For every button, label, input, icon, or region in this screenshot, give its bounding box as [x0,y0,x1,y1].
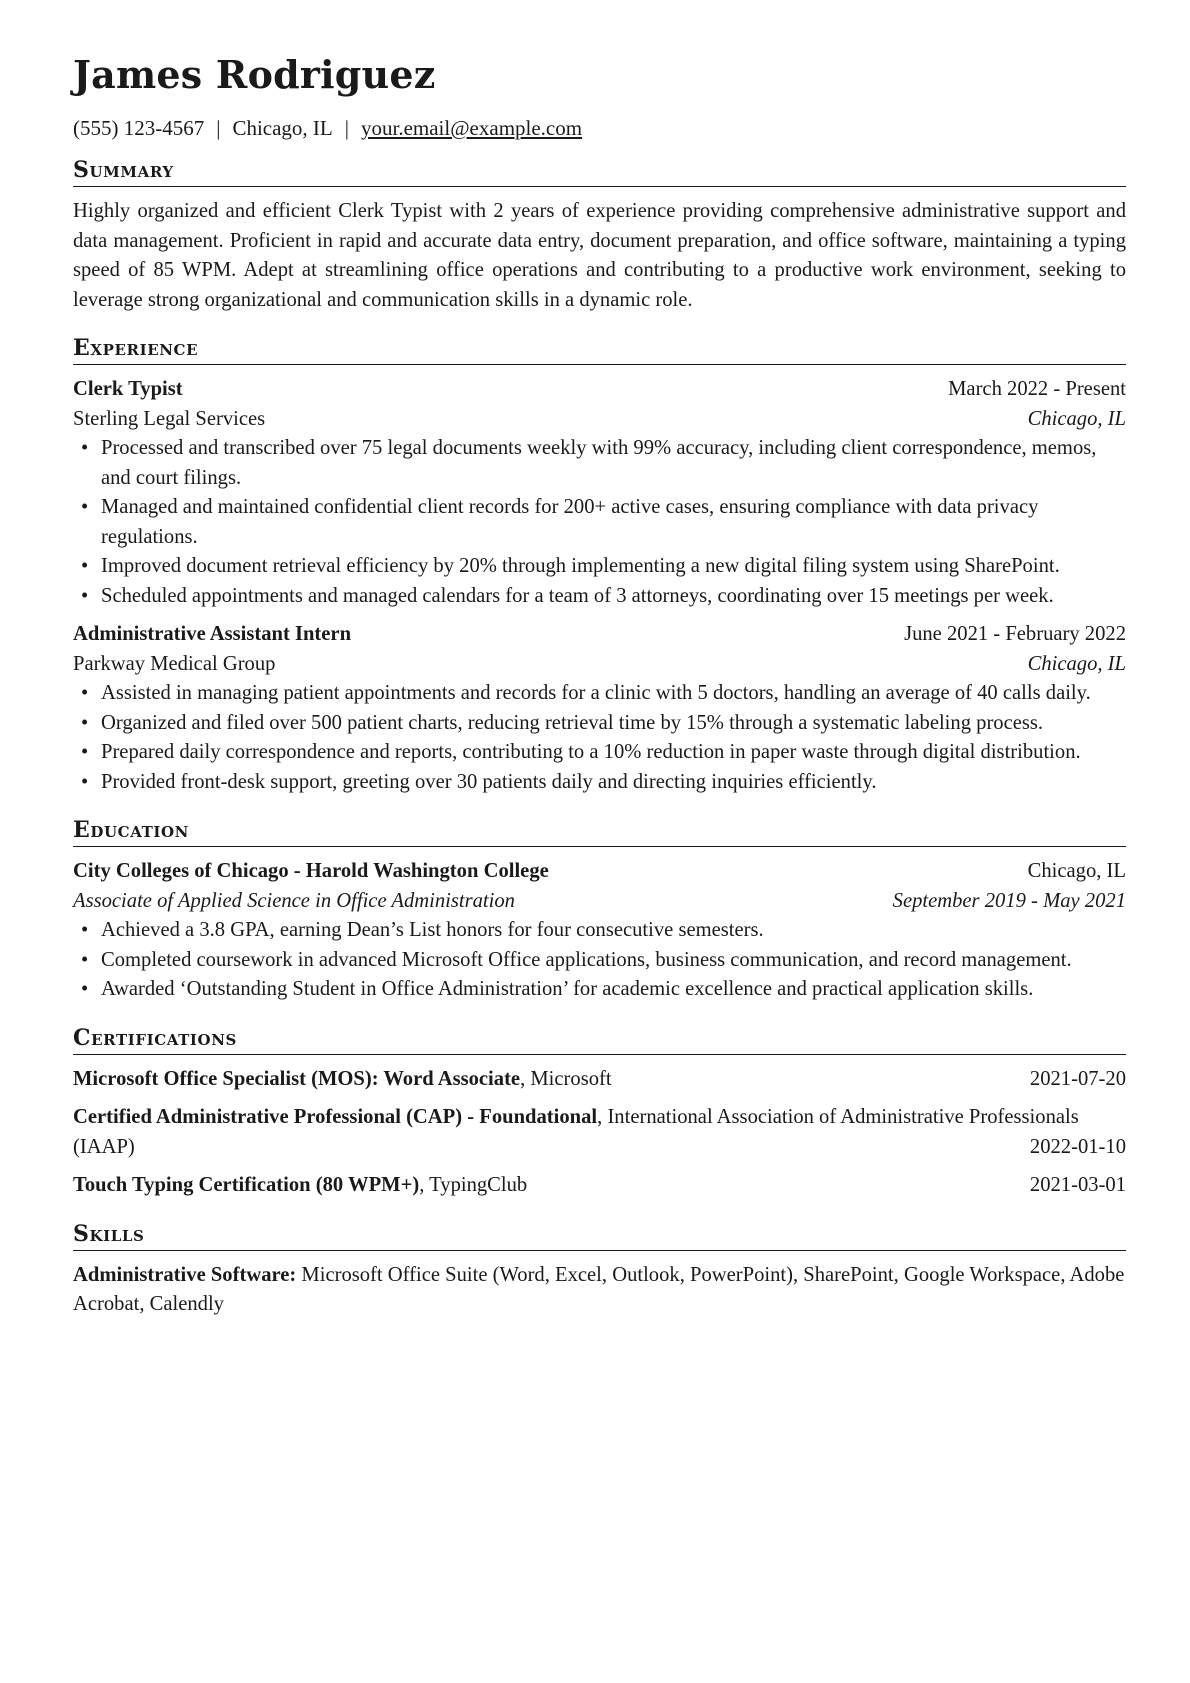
candidate-name: James Rodriguez [73,52,436,97]
contact-location: Chicago, IL [232,116,333,140]
list-item: • Completed coursework in advanced Microsoft Office applications, business communication, and record management. [73,946,1126,976]
certification-name: Touch Typing Certification (80 WPM+) [73,1174,420,1196]
company-name: Sterling Legal Services [73,407,266,430]
certification-issuer: , TypingClub [419,1174,528,1196]
job-bullets [73,679,1126,797]
education-dates: September 2019 - May 2021 [892,889,1126,912]
contact-separator: | [344,116,349,140]
skill-list: Microsoft Office Suite (Word, Excel, Outlook, PowerPoint), SharePoint, Google Workspace, Adobe Acrobat, Calendly [73,1263,1125,1315]
job-location: Chicago, IL [1027,407,1126,430]
resume-page [73,52,1126,1320]
section-title-skills: Skills [73,1223,1126,1251]
skills-section [73,1220,1126,1320]
list-item: • Prepared daily correspondence and reports, contributing to a 10% reduction in paper waste through digital distribution. [73,738,1126,768]
list-item: • Improved document retrieval efficiency by 20% through implementing a new digital filing system using SharePoint. [73,552,1126,582]
education-bullets [73,916,1126,1005]
job-dates: June 2021 - February 2022 [904,623,1126,645]
list-item: • Managed and maintained confidential client records for 200+ active cases, ensuring compliance with data privacy regulations. [73,493,1126,552]
job-bullets [73,434,1126,611]
certification-date: 2021-07-20 [1029,1067,1126,1090]
school-location: Chicago, IL [1027,860,1126,882]
section-title-certifications: Certifications [73,1027,1126,1055]
job-dates: March 2022 - Present [948,378,1126,400]
certification-date: 2021-03-01 [1029,1174,1126,1196]
certification-item [73,1103,1126,1162]
job-title: Administrative Assistant Intern [73,623,352,645]
education-section [73,819,1126,1005]
summary-section [73,159,1126,315]
contact-line [73,118,1126,139]
certification-issuer: , Microsoft [520,1067,612,1090]
certification-item [73,1065,1126,1095]
list-item: • Achieved a 3.8 GPA, earning Dean’s List honors for four consecutive semesters. [73,916,1126,946]
phone-number: (555) 123-4567 [73,116,205,140]
certification-name: Microsoft Office Specialist (MOS): Word Associate [73,1067,521,1090]
certification-date: 2022-01-10 [1029,1135,1126,1158]
skill-line [73,1261,1126,1320]
skill-category: Administrative Software: [73,1263,297,1286]
section-title-summary: Summary [73,159,1126,187]
company-name: Parkway Medical Group [73,652,276,675]
certification-issuer: , International Association of Administrative Professionals (IAAP) [73,1106,1079,1158]
section-title-experience: Experience [73,337,1126,365]
section-title-education: Education [73,819,1126,847]
school-name: City Colleges of Chicago - Harold Washington College [73,860,549,882]
summary-text: Highly organized and efficient Clerk Typist with 2 years of experience providing comprehensive administrative support and data management. Proficient in rapid and accurate data entry, document preparation, and office software, maintaining a typing speed of 85 WPM. Adept at streamlining office operations and contributing to a productive work environment, seeking to leverage strong organizational and communication skills in a dynamic role. [73,200,1126,311]
certification-item [73,1171,1126,1201]
list-item: • Processed and transcribed over 75 legal documents weekly with 99% accuracy, including client correspondence, memos, and court filings. [73,434,1126,493]
list-item: • Scheduled appointments and managed calendars for a team of 3 attorneys, coordinating over 15 meetings per week. [73,582,1126,612]
list-item: • Organized and filed over 500 patient charts, reducing retrieval time by 15% through a systematic labeling process. [73,709,1126,739]
certification-name: Certified Administrative Professional (CAP) - Foundational [73,1106,598,1128]
certifications-section [73,1024,1126,1201]
list-item: • Awarded ‘Outstanding Student in Office Administration’ for academic excellence and practical application skills. [73,975,1126,1005]
job-location: Chicago, IL [1027,652,1126,675]
contact-separator: | [216,116,221,140]
experience-section [73,337,1126,797]
job-title: Clerk Typist [73,378,183,400]
degree-name: Associate of Applied Science in Office Administration [73,889,515,912]
experience-entry [73,375,1126,611]
list-item: • Provided front-desk support, greeting over 30 patients daily and directing inquiries efficiently. [73,768,1126,798]
education-entry [73,857,1126,1005]
experience-entry [73,620,1126,797]
email-link[interactable]: your.email@example.com [360,116,583,140]
list-item: • Assisted in managing patient appointments and records for a clinic with 5 doctors, handling an average of 40 calls daily. [73,679,1126,709]
